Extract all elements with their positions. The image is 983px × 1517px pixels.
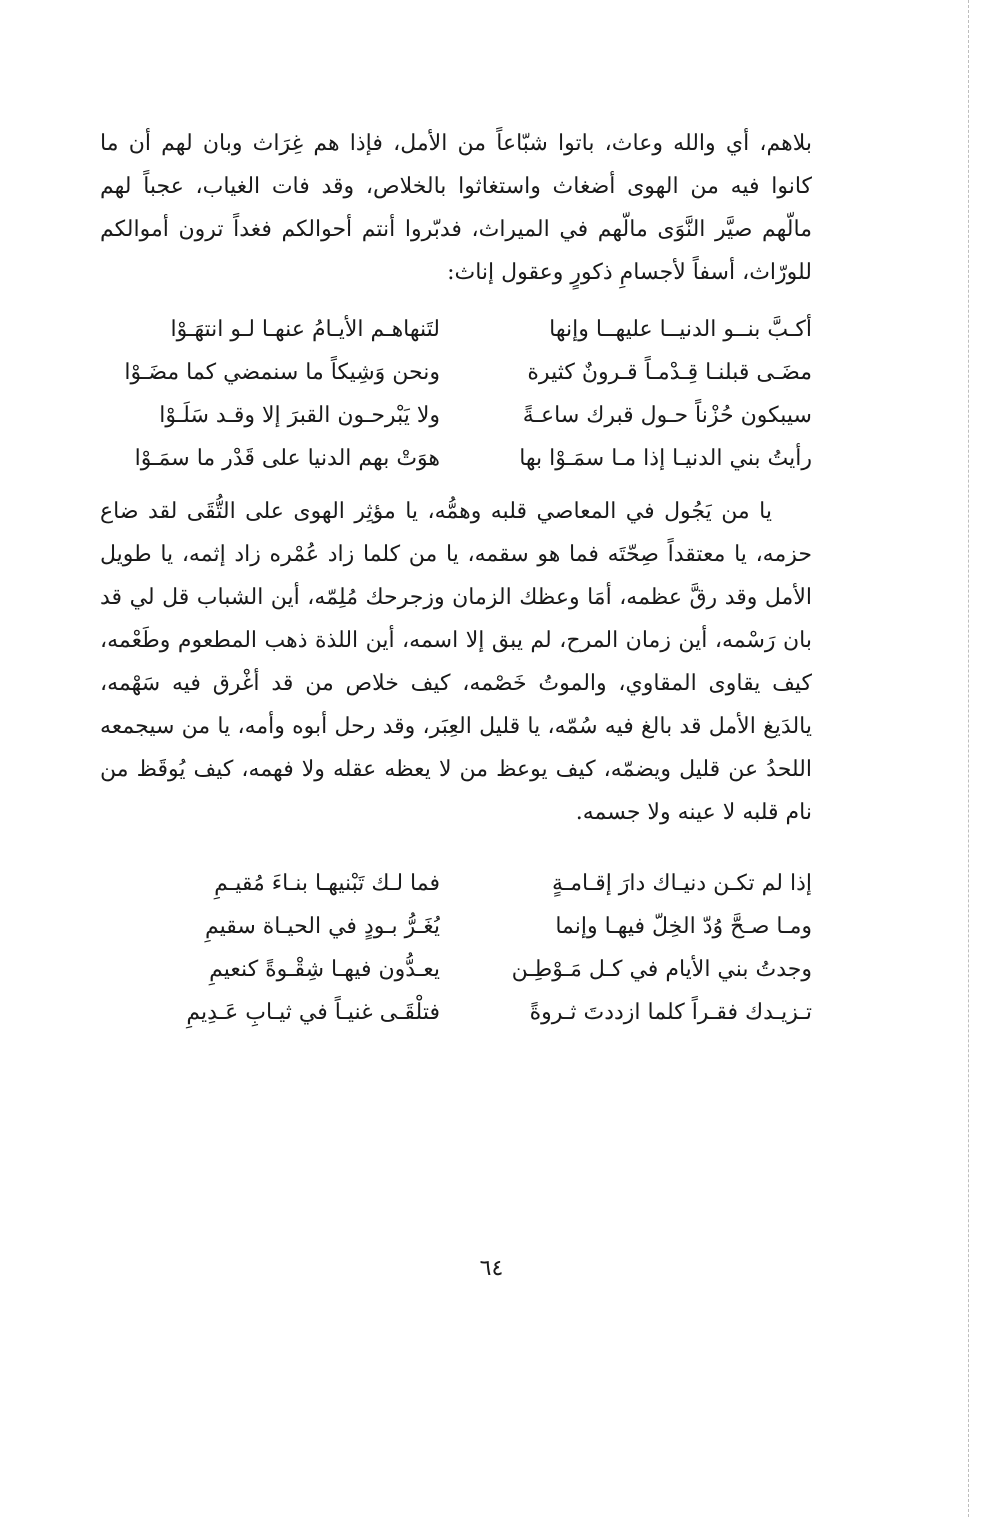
verse-second-hemistich: لتَنهاهـم الأيـامُ عنهـا لـو انتهَـوْا xyxy=(170,317,440,342)
verse-line xyxy=(100,862,812,905)
scan-edge-line xyxy=(968,0,969,1517)
verse-line xyxy=(100,991,812,1034)
poem-block-2 xyxy=(100,862,812,1034)
verse-line xyxy=(100,308,812,351)
paragraph-text: بلاهم، أي والله وعاث، باتوا شبّاعاً من الأمل، فإذا هم غِرَاث وبان لهم أن ما كانوا فيه من الهوى أضغاث واستغاثوا بالخلاص، وقد فات الغياب، عجباً لهم مالّهم صيَّر النَّوَى مالّهم في الميراث، فدبّروا أنتم أحوالكم فغداً ترون أموالكم للورّاث، أسفاً لأجسامِ ذكورٍ وعقول إناث: xyxy=(100,131,812,285)
verse-line xyxy=(100,437,812,480)
verse-second-hemistich: ولا يَبْرحـون القبرَ إلا وقـد سَلَـوْا xyxy=(159,403,440,428)
verse-first-hemistich: إذا لم تكـن دنيـاك دارَ إقـامـةٍ xyxy=(552,871,812,896)
verse-first-hemistich: رأيتُ بني الدنيـا إذا مـا سمَـوْا بها xyxy=(519,446,812,471)
verse-first-hemistich: وجدتُ بني الأيام في كـل مَـوْطِـن xyxy=(511,957,812,982)
verse-first-hemistich: مضَـى قبلنـا قِـدْمـاً قـرونٌ كثيرة xyxy=(527,360,812,385)
verse-line xyxy=(100,351,812,394)
verse-line xyxy=(100,948,812,991)
page-number: ٦٤ xyxy=(479,1256,504,1281)
verse-first-hemistich: أكـبَّ بنــو الدنيــا عليهــا وإنها xyxy=(549,317,812,342)
verse-second-hemistich: ونحن وَشِيكاً ما سنمضي كما مضَـوْا xyxy=(124,360,440,385)
verse-first-hemistich: سيبكون حُزْناً حـول قبرك ساعـةً xyxy=(522,403,812,428)
poem-block-1 xyxy=(100,308,812,480)
verse-line xyxy=(100,905,812,948)
paragraph-text: يا من يَجُول في المعاصي قلبه وهمُّه، يا مؤثِر الهوى على التُّقَى لقد ضاع حزمه، يا معتقداً صِحّتَه فما هو سقمه، يا من كلما زاد عُمْره زاد إثمه، يا طويل الأمل وقد رقَّ عظمه، أمَا وعظك الزمان وزجرحك مُلِمّه، أين الشباب قل لي قد بان رَسْمه، أين زمان المرح، لم يبق إلا اسمه، أين اللذة ذهب المطعوم وطَعْمه، كيف يقاوى المقاوي، والموتُ خَصْمه، كيف خلاص من قد أغْرق فيه سَهْمه، يالدَيغ الأمل قد بالغ فيه سُمّه، يا قليل العِبَر، وقد رحل أبوه وأمه، يا من سيجمعه اللحدُ عن قليل ويضمّه، كيف يوعظ من لا يعظه عقله ولا فهمه، كيف يُوقَظ من نام قلبه لا عينه ولا جسمه. xyxy=(100,499,812,825)
verse-second-hemistich: هوَتْ بهم الدنيا على قَدْر ما سمَـوْا xyxy=(134,446,440,471)
prose-paragraph-2 xyxy=(100,490,812,834)
verse-second-hemistich: يُغَـرُّ بـودٍ في الحيـاة سقيمِ xyxy=(204,914,440,939)
verse-second-hemistich: يعـدُّون فيهـا شِقْـوةً كنعيمِ xyxy=(209,957,440,982)
verse-line xyxy=(100,394,812,437)
verse-first-hemistich: ومـا صـحَّ وُدّ الخِلّ فيهـا وإنما xyxy=(555,914,812,939)
verse-second-hemistich: فما لـك تَبْنيهـا بنـاءَ مُقيـمِ xyxy=(214,871,440,896)
verse-first-hemistich: تـزيـدك فقـراً كلما ازددتَ ثـروةً xyxy=(529,1000,812,1025)
prose-paragraph-1 xyxy=(100,122,812,294)
verse-second-hemistich: فتلْقَـى غنيـاً في ثيـابِ عَـدِيمِ xyxy=(186,1000,440,1025)
